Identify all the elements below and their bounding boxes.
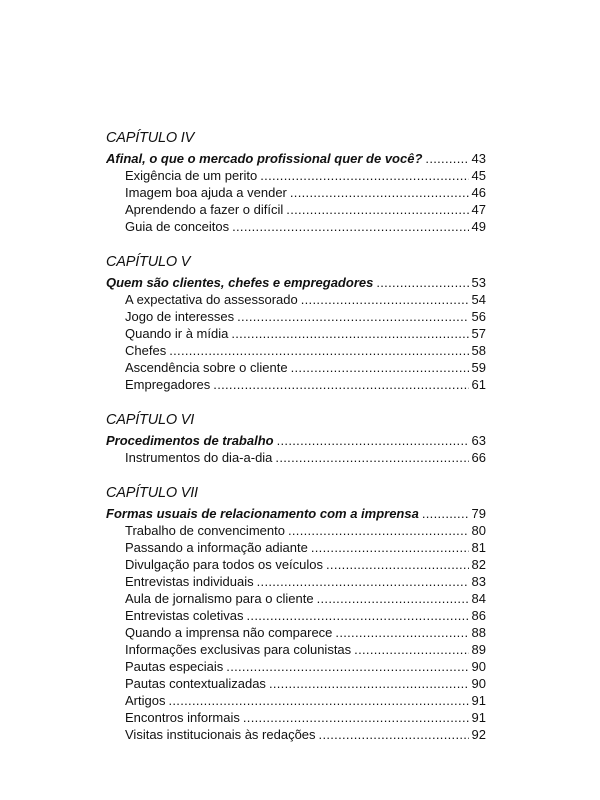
- page-number: 92: [471, 727, 486, 742]
- chapter-label: CAPÍTULO V: [106, 254, 191, 270]
- page-number: 90: [471, 659, 486, 674]
- chapter-label: CAPÍTULO VII: [106, 485, 198, 501]
- page-number: 61: [471, 377, 486, 392]
- entry-title: Empregadores: [125, 377, 211, 392]
- dot-leader: [231, 325, 468, 342]
- chapter-title: Afinal, o que o mercado profissional quer de você?: [106, 151, 423, 166]
- page-number: 84: [471, 591, 486, 606]
- entry-title: Pautas contextualizadas: [125, 676, 266, 691]
- dot-leader: [317, 590, 469, 607]
- toc-entry: [106, 624, 486, 641]
- page-number: 91: [471, 710, 486, 725]
- page-number: 83: [471, 574, 486, 589]
- dot-leader: [319, 726, 469, 743]
- entry-title: Informações exclusivas para colunistas: [125, 642, 352, 657]
- chapter-title: Procedimentos de trabalho: [106, 433, 274, 448]
- page-number: 59: [471, 360, 486, 375]
- dot-leader: [290, 184, 469, 201]
- toc-entry: [106, 218, 486, 235]
- entry-title: Aprendendo a fazer o difícil: [125, 202, 284, 217]
- toc-entry: [106, 709, 486, 726]
- page-number: 63: [471, 433, 486, 448]
- toc-entry: [106, 291, 486, 308]
- page-number: 66: [471, 450, 486, 465]
- toc-entry: [106, 167, 486, 184]
- dot-leader: [326, 556, 469, 573]
- dot-leader: [213, 376, 468, 393]
- entry-title: Jogo de interesses: [125, 309, 235, 324]
- toc-entry: [106, 449, 486, 466]
- entry-title: Quando a imprensa não comparece: [125, 625, 333, 640]
- entry-title: A expectativa do assessorado: [125, 292, 298, 307]
- page-number: 45: [471, 168, 486, 183]
- toc-entry: [106, 359, 486, 376]
- dot-leader: [354, 641, 468, 658]
- chapter-section: [106, 410, 486, 466]
- page-number: 82: [471, 557, 486, 572]
- entry-title: Quando ir à mídia: [125, 326, 229, 341]
- entry-title: Trabalho de convencimento: [125, 523, 285, 538]
- dot-leader: [226, 658, 468, 675]
- entry-title: Pautas especiais: [125, 659, 224, 674]
- toc-entry: [106, 573, 486, 590]
- page-number: 89: [471, 642, 486, 657]
- chapter-section: [106, 128, 486, 235]
- toc-entry: [106, 539, 486, 556]
- entry-title: Entrevistas individuais: [125, 574, 254, 589]
- page-number: 91: [471, 693, 486, 708]
- chapter-section: [106, 252, 486, 393]
- page-number: 80: [471, 523, 486, 538]
- entry-title: Exigência de um perito: [125, 168, 258, 183]
- toc-entry: [106, 692, 486, 709]
- page-number: 86: [471, 608, 486, 623]
- toc-entry: [106, 641, 486, 658]
- dot-leader: [277, 432, 469, 449]
- entry-title: Encontros informais: [125, 710, 240, 725]
- entry-title: Visitas institucionais às redações: [125, 727, 316, 742]
- chapter-section: [106, 483, 486, 743]
- entry-title: Passando a informação adiante: [125, 540, 308, 555]
- toc-entry: [106, 658, 486, 675]
- dot-leader: [232, 218, 468, 235]
- page-number: 53: [471, 275, 486, 290]
- page-number: 57: [471, 326, 486, 341]
- table-of-contents: [106, 128, 486, 760]
- toc-entry: [106, 607, 486, 624]
- dot-leader: [311, 539, 469, 556]
- dot-leader: [288, 522, 469, 539]
- page-number: 88: [471, 625, 486, 640]
- entry-title: Imagem boa ajuda a vender: [125, 185, 287, 200]
- page-number: 43: [471, 151, 486, 166]
- dot-leader: [335, 624, 468, 641]
- dot-leader: [269, 675, 469, 692]
- entry-title: Artigos: [125, 693, 166, 708]
- entry-title: Entrevistas coletivas: [125, 608, 244, 623]
- entry-title: Guia de conceitos: [125, 219, 230, 234]
- page-number: 54: [471, 292, 486, 307]
- chapter-title-entry: [106, 505, 486, 522]
- toc-entry: [106, 590, 486, 607]
- dot-leader: [422, 505, 469, 522]
- dot-leader: [260, 167, 468, 184]
- toc-entry: [106, 675, 486, 692]
- toc-entry: [106, 342, 486, 359]
- chapter-title-entry: [106, 432, 486, 449]
- toc-entry: [106, 556, 486, 573]
- entry-title: Divulgação para todos os veículos: [125, 557, 324, 572]
- toc-entry: [106, 726, 486, 743]
- toc-entry: [106, 201, 486, 218]
- chapter-title-entry: [106, 150, 486, 167]
- chapter-title-entry: [106, 274, 486, 291]
- dot-leader: [425, 150, 468, 167]
- page-number: 90: [471, 676, 486, 691]
- chapter-title: Quem são clientes, chefes e empregadores: [106, 275, 374, 290]
- chapter-label: CAPÍTULO IV: [106, 130, 195, 146]
- toc-entry: [106, 325, 486, 342]
- page-number: 79: [471, 506, 486, 521]
- dot-leader: [247, 607, 469, 624]
- page-number: 56: [471, 309, 486, 324]
- chapter-label: CAPÍTULO VI: [106, 412, 195, 428]
- dot-leader: [286, 201, 468, 218]
- dot-leader: [257, 573, 469, 590]
- toc-entry: [106, 184, 486, 201]
- page-number: 47: [471, 202, 486, 217]
- page-number: 81: [471, 540, 486, 555]
- page-number: 49: [471, 219, 486, 234]
- entry-title: Ascendência sobre o cliente: [125, 360, 288, 375]
- toc-entry: [106, 308, 486, 325]
- entry-title: Instrumentos do dia-a-dia: [125, 450, 273, 465]
- dot-leader: [168, 692, 468, 709]
- dot-leader: [376, 274, 468, 291]
- dot-leader: [301, 291, 469, 308]
- dot-leader: [169, 342, 468, 359]
- toc-entry: [106, 376, 486, 393]
- dot-leader: [291, 359, 469, 376]
- entry-title: Chefes: [125, 343, 167, 358]
- dot-leader: [275, 449, 468, 466]
- page-number: 58: [471, 343, 486, 358]
- dot-leader: [243, 709, 469, 726]
- chapter-title: Formas usuais de relacionamento com a imprensa: [106, 506, 419, 521]
- entry-title: Aula de jornalismo para o cliente: [125, 591, 314, 606]
- page-number: 46: [471, 185, 486, 200]
- toc-entry: [106, 522, 486, 539]
- dot-leader: [237, 308, 468, 325]
